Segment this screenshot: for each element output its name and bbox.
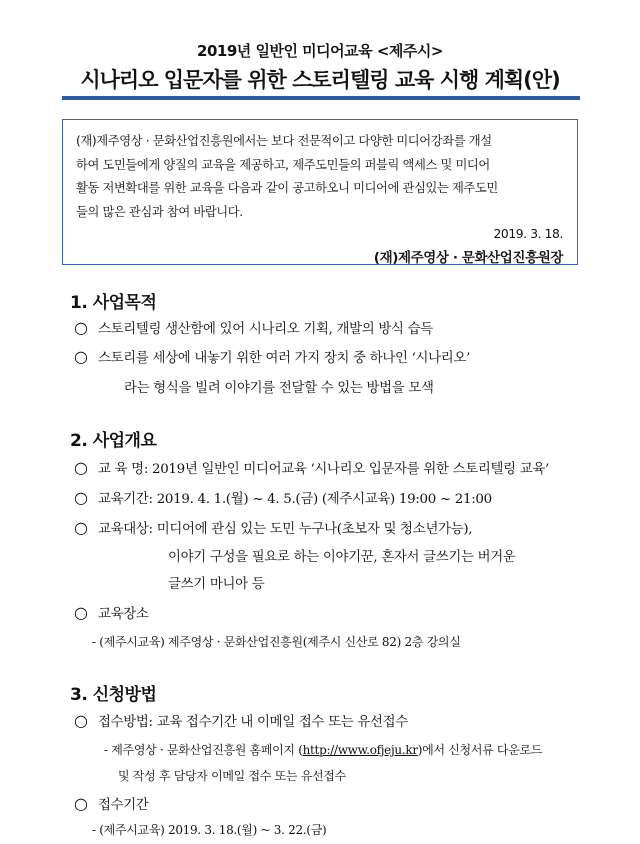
document-subtitle: 2019년 일반인 미디어교육 <제주시>: [197, 42, 443, 60]
section-2-title: 2. 사업개요: [70, 431, 157, 451]
bullet-icon: ○: [74, 711, 88, 730]
notice-box: [62, 119, 578, 265]
apply-period: 접수기간: [98, 798, 149, 813]
title-underline: [62, 96, 580, 100]
purpose-item-2: 스토리를 세상에 내놓기 위한 여러 가지 장치 중 하나인 ‘시나리오’: [98, 351, 471, 366]
bullet-icon: ○: [74, 603, 88, 622]
apply-method: 접수방법: 교육 접수기간 내 이메일 접수 또는 유선접수: [98, 715, 408, 730]
apply-detail-prefix: - 제주영상 · 문화산업진흥원 홈페이지 (: [104, 743, 303, 757]
notice-signature: (재)제주영상 · 문화산업진흥원장: [373, 249, 563, 266]
overview-target-cont-2: 글쓰기 마니아 등: [168, 577, 265, 592]
notice-line: 들의 많은 관심과 참여 바랍니다.: [76, 204, 243, 219]
notice-date: 2019. 3. 18.: [493, 227, 563, 241]
bullet-icon: ○: [74, 458, 88, 477]
document-title: 시나리오 입문자를 위한 스토리텔링 교육 시행 계획(안): [80, 68, 560, 92]
apply-detail-suffix: )에서 신청서류 다운로드: [417, 743, 543, 757]
overview-course-name: 교 육 명: 2019년 일반인 미디어교육 ‘시나리오 입문자를 위한 스토리텔링 교육’: [98, 462, 549, 477]
bullet-icon: ○: [74, 518, 88, 537]
purpose-item-2-cont: 라는 형식을 빌려 이야기를 전달할 수 있는 방법을 모색: [124, 381, 434, 396]
overview-venue-detail: - (제주시교육) 제주영상 · 문화산업진흥원(제주시 신산로 82) 2층 강의실: [92, 635, 461, 649]
overview-venue: 교육장소: [98, 607, 149, 622]
notice-body: [76, 130, 567, 224]
apply-period-detail: - (제주시교육) 2019. 3. 18.(월) ~ 3. 22.(금): [92, 823, 327, 837]
notice-line: 활동 저변확대를 위한 교육을 다음과 같이 공고하오니 미디어에 관심있는 제주도민: [76, 181, 498, 195]
notice-line: (재)제주영상 · 문화산업진흥원에서는 보다 전문적이고 다양한 미디어강좌를 개설: [76, 134, 492, 148]
overview-target-cont-1: 이야기 구성을 필요로 하는 이야기꾼, 혼자서 글쓰기는 버거운: [168, 550, 516, 565]
bullet-icon: ○: [74, 794, 88, 813]
apply-method-detail-2: 및 작성 후 담당자 이메일 접수 또는 유선접수: [118, 769, 346, 783]
section-1-title: 1. 사업목적: [70, 293, 157, 313]
overview-period: 교육기간: 2019. 4. 1.(월) ~ 4. 5.(금) (제주시교육) 19:00 ~ 21:00: [98, 492, 492, 507]
purpose-item-1: 스토리텔링 생산함에 있어 시나리오 기획, 개발의 방식 습득: [98, 322, 433, 337]
section-3-title: 3. 신청방법: [70, 685, 157, 705]
apply-method-detail: [104, 741, 542, 758]
notice-line: 하여 도민들에게 양질의 교육을 제공하고, 제주도민들의 퍼블릭 액세스 및 미디어: [76, 157, 490, 172]
overview-target: 교육대상: 미디어에 관심 있는 도민 누구나(초보자 및 청소년가능),: [98, 522, 473, 537]
bullet-icon: ○: [74, 347, 88, 366]
bullet-icon: ○: [74, 488, 88, 507]
homepage-link[interactable]: http://www.ofjeju.kr: [302, 743, 418, 757]
bullet-icon: ○: [74, 318, 88, 337]
